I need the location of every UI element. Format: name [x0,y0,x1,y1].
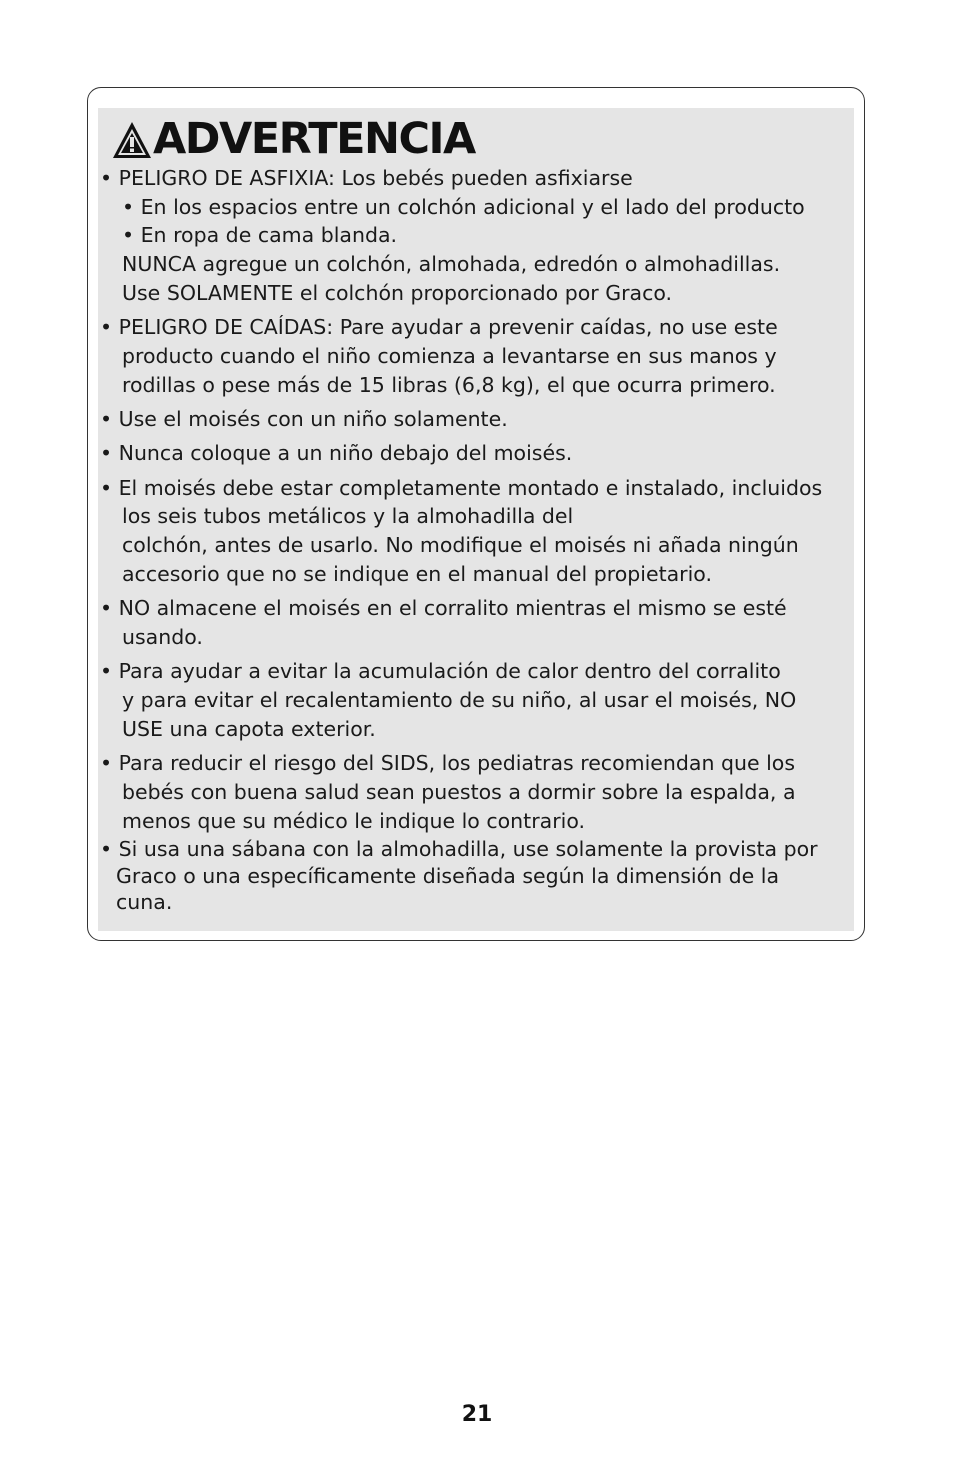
warning-line: • PELIGRO DE ASFIXIA: Los bebés pueden asfixiarse [100,166,633,190]
warning-line: NUNCA agregue un colchón, almohada, edredón o almohadillas. [122,252,781,276]
warning-panel [98,108,854,931]
page-number: 21 [461,1402,493,1427]
warning-line: usando. [122,625,203,649]
warning-line: • Nunca coloque a un niño debajo del moisés. [100,441,573,465]
warning-line: USE una capota exterior. [122,717,376,741]
warning-line: bebés con buena salud sean puestos a dormir sobre la espalda, a [122,780,796,804]
warning-line: menos que su médico le indique lo contrario. [122,809,586,833]
warning-line: • En los espacios entre un colchón adicional y el lado del producto [122,195,805,219]
warning-line: y para evitar el recalentamiento de su niño, al usar el moisés, NO [122,688,797,712]
warning-line: los seis tubos metálicos y la almohadilla del [122,504,574,528]
warning-line: • NO almacene el moisés en el corralito mientras el mismo se esté [100,596,787,620]
warning-header [112,112,475,166]
warning-line: • En ropa de cama blanda. [122,223,398,247]
warning-line: accesorio que no se indique en el manual del propietario. [122,562,712,586]
warning-line: • Para ayudar a evitar la acumulación de calor dentro del corralito [100,659,781,683]
warning-line: • El moisés debe estar completamente montado e instalado, incluidos [100,476,823,500]
warning-box [87,87,865,941]
warning-line: • Use el moisés con un niño solamente. [100,407,508,431]
warning-line: cuna. [116,890,173,914]
warning-title: ADVERTENCIA [153,114,475,164]
warning-line: Use SOLAMENTE el colchón proporcionado por Graco. [122,281,673,305]
warning-line: producto cuando el niño comienza a levantarse en sus manos y [122,344,777,368]
warning-line: colchón, antes de usarlo. No modifique el moisés ni añada ningún [122,533,799,557]
warning-line: rodillas o pese más de 15 libras (6,8 kg), el que ocurra primero. [122,373,776,397]
warning-line: Graco o una específicamente diseñada según la dimensión de la [116,864,780,888]
warning-triangle-icon [112,121,152,159]
warning-line: • Si usa una sábana con la almohadilla, use solamente la provista por [100,837,818,861]
warning-line: • Para reducir el riesgo del SIDS, los pediatras recomiendan que los [100,751,796,775]
warning-line: • PELIGRO DE CAÍDAS: Pare ayudar a prevenir caídas, no use este [100,315,778,339]
